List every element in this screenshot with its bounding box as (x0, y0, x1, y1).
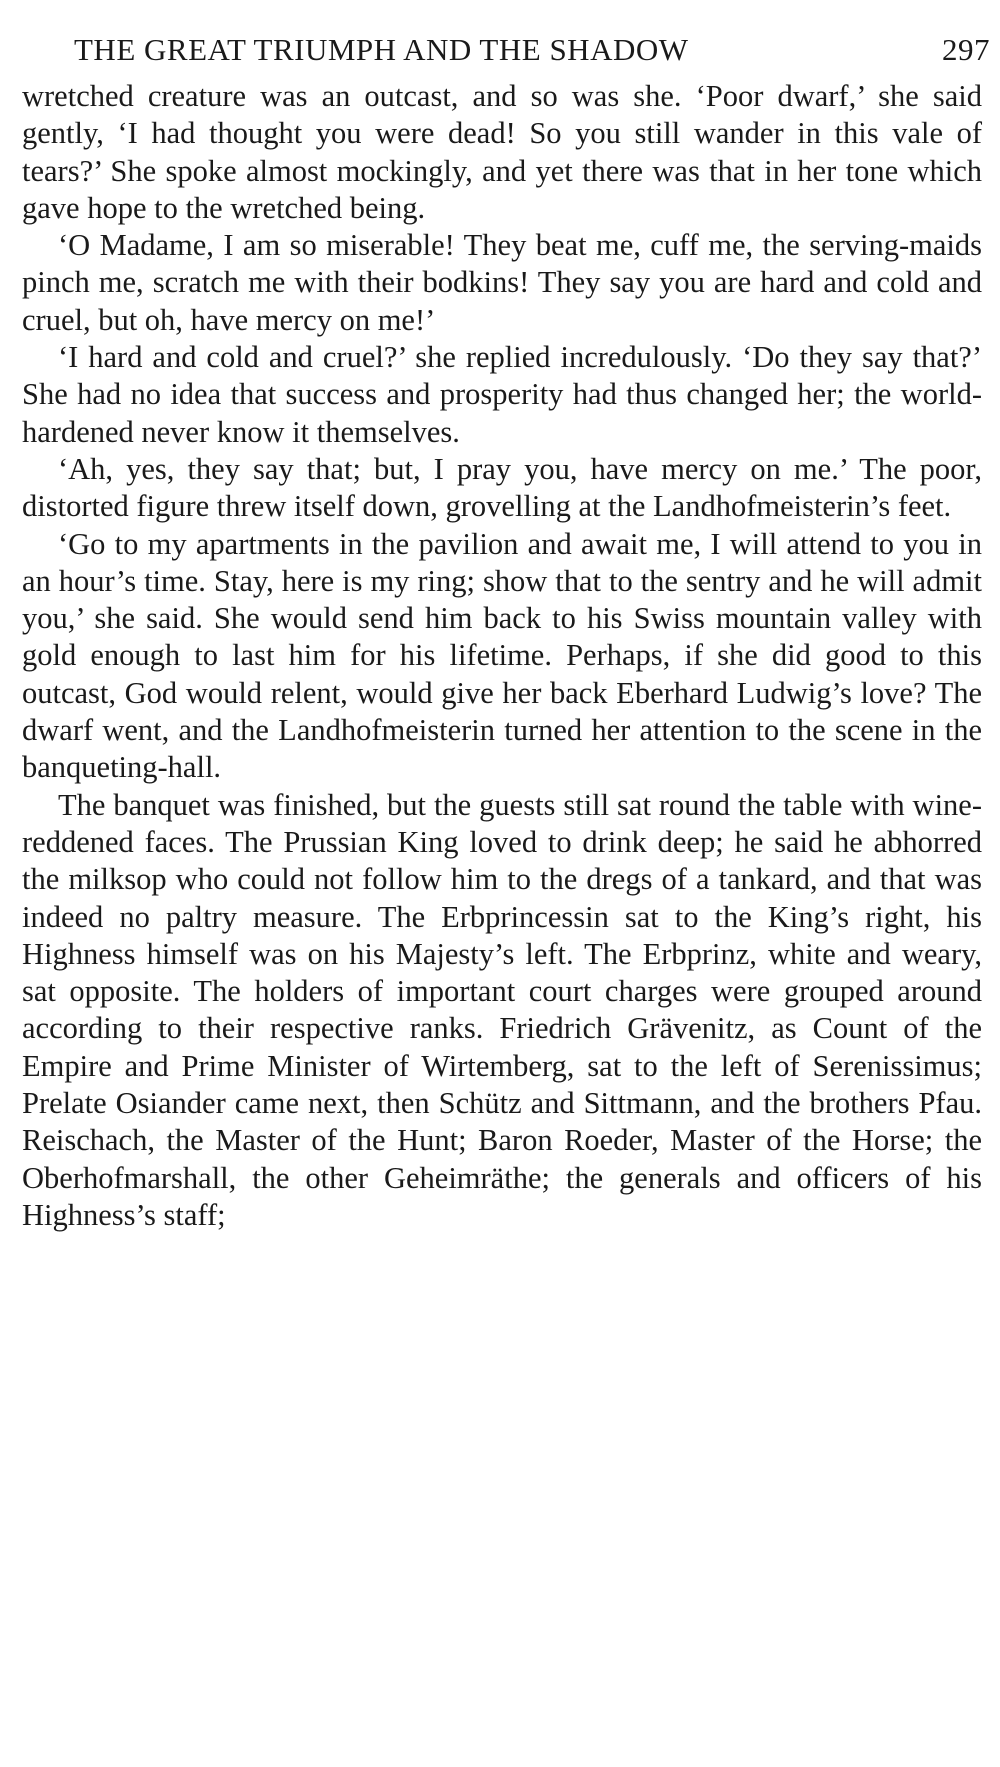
running-head (74, 30, 990, 70)
page-number: 297 (942, 32, 990, 67)
paragraph-1: wretched creature was an outcast, and so was she. ‘Poor dwarf,’ she said gently, ‘I had thought you were dead! So you still wander in this vale of tears?’ She spoke almost mockingly, and yet there was that in her tone which gave hope to the wretched being. (22, 79, 982, 225)
paragraph-2: ‘O Madame, I am so miserable! They beat me, cuff me, the serving-maids pinch me, scratch me with their bodkins! They say you are hard and cold and cruel, but oh, have mercy on me!’ (22, 228, 982, 337)
paragraph-5: ‘Go to my apartments in the pavilion and await me, I will attend to you in an hour’s time. Stay, here is my ring; show that to the sentry and he will admit you,’ she said. She would send him back to his Swiss mountain valley with gold enough to last him for his lifetime. Perhaps, if she did good to this outcast, God would relent, would give her back Eberhard Ludwig’s love? The dwarf went, and the Landhofmeisterin turned her attention to the scene in the banqueting-hall. (22, 526, 982, 785)
paragraph-6: The banquet was finished, but the guests still sat round the table with wine-reddened faces. The Prussian King loved to drink deep; he said he abhorred the milksop who could not follow him to the dregs of a tankard, and that was indeed no paltry measure. The Erbprincessin sat to the King’s right, his Highness himself was on his Majesty’s left. The Erbprinz, white and weary, sat opposite. The holders of important court charges were grouped around according to their respective ranks. Friedrich Grävenitz, as Count of the Empire and Prime Minister of Wirtemberg, sat to the left of Serenissimus; Prelate Osiander came next, then Schütz and Sittmann, and the brothers Pfau. Reischach, the Master of the Hunt; Baron Roeder, Master of the Horse; the Oberhofmarshall, the other Geheimräthe; the generals and officers of his Highness’s staff; (22, 787, 982, 1232)
paragraph-4: ‘Ah, yes, they say that; but, I pray you, have mercy on me.’ The poor, distorted figure threw itself down, grovelling at the Landhofmeisterin’s feet. (22, 451, 982, 524)
book-page (22, 30, 990, 1234)
body-text (22, 78, 982, 1234)
running-title: THE GREAT TRIUMPH AND THE SHADOW (74, 32, 689, 67)
paragraph-3: ‘I hard and cold and cruel?’ she replied incredulously. ‘Do they say that?’ She had no idea that success and prosperity had thus changed her; the world-hardened never know it themselves. (22, 340, 982, 449)
